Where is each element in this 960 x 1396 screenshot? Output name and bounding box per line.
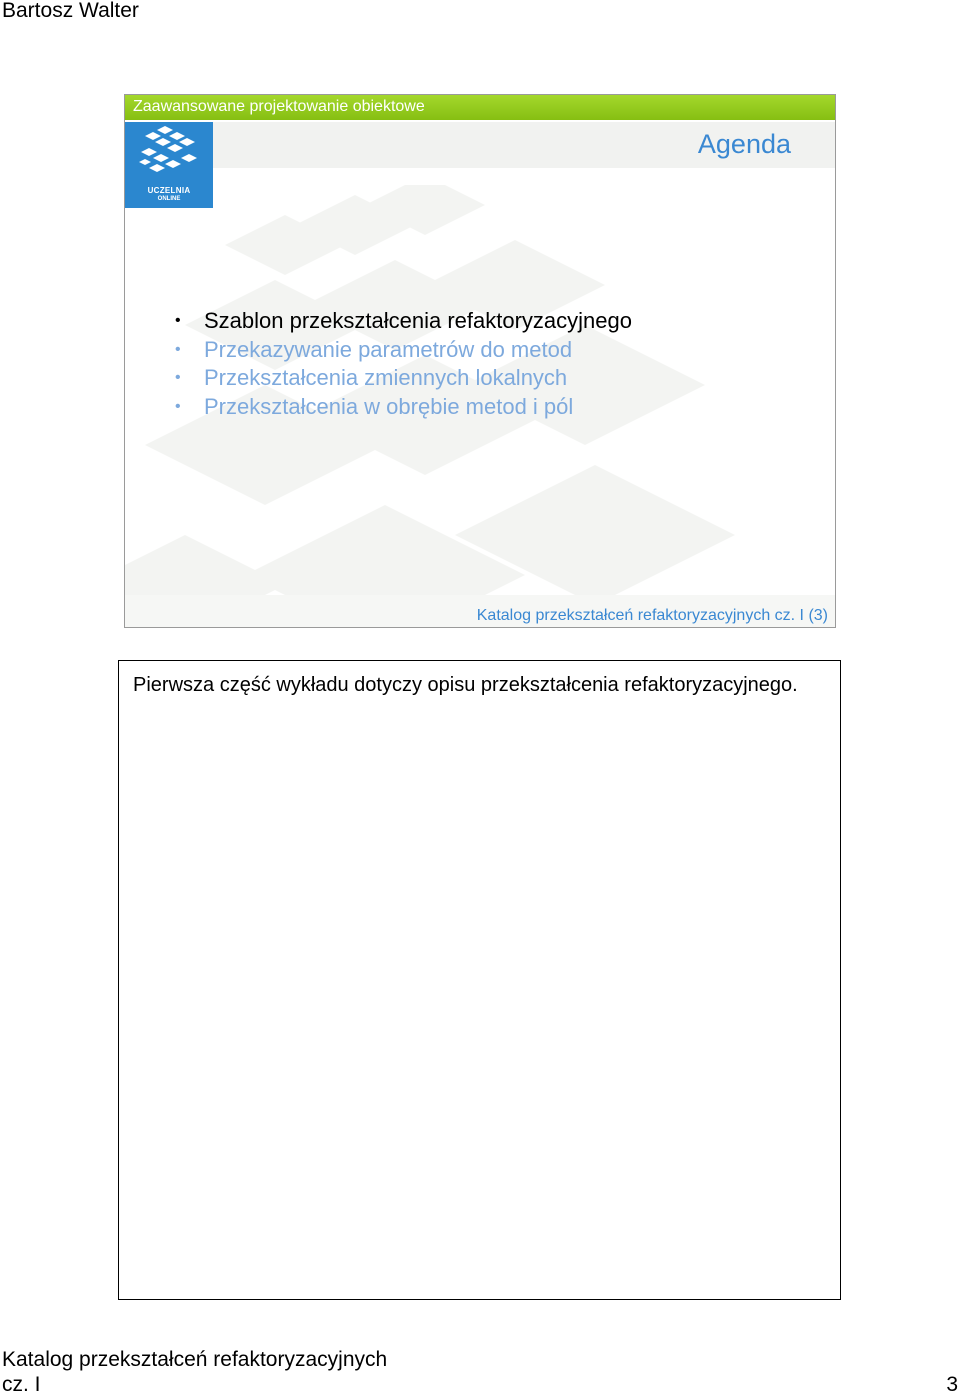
notes-text: Pierwsza część wykładu dotyczy opisu przekształcenia refaktoryzacyjnego. <box>133 674 798 696</box>
course-title: Zaawansowane projektowanie obiektowe <box>133 98 425 115</box>
agenda-item-text: Przekazywanie parametrów do metod <box>204 336 573 362</box>
agenda-item <box>175 364 632 393</box>
page-header-author: Bartosz Walter <box>2 0 139 22</box>
grid-logo-icon <box>125 122 213 182</box>
slide-topbar <box>125 95 835 120</box>
agenda-list <box>175 307 632 421</box>
notes-box <box>118 660 841 1300</box>
bullet-icon: • <box>175 397 181 415</box>
page-number: 3 <box>946 1373 958 1396</box>
agenda-item <box>175 336 632 365</box>
bullet-icon: • <box>175 312 181 329</box>
logo-text-uczelnia: UCZELNIA <box>147 186 191 195</box>
agenda-item <box>175 393 632 422</box>
bullet-icon: • <box>175 369 181 386</box>
logo-text-online: ONLINE <box>157 196 181 202</box>
page-footer-subtitle: cz. I <box>2 1373 41 1396</box>
page-footer-title: Katalog przekształceń refaktoryzacyjnych <box>2 1348 388 1371</box>
agenda-item-text: Przekształcenia w obrębie metod i pól <box>204 393 574 419</box>
slide-title: Agenda <box>697 129 791 159</box>
agenda-item <box>175 307 632 336</box>
agenda-item-text: Szablon przekształcenia refaktoryzacyjnego <box>204 308 633 333</box>
agenda-item-text: Przekształcenia zmiennych lokalnych <box>204 365 568 390</box>
uczelnia-online-logo <box>125 122 213 208</box>
bullet-icon: • <box>175 340 181 358</box>
slide-footer: Katalog przekształceń refaktoryzacyjnych cz. I (3) <box>476 607 828 624</box>
slide <box>124 94 836 628</box>
